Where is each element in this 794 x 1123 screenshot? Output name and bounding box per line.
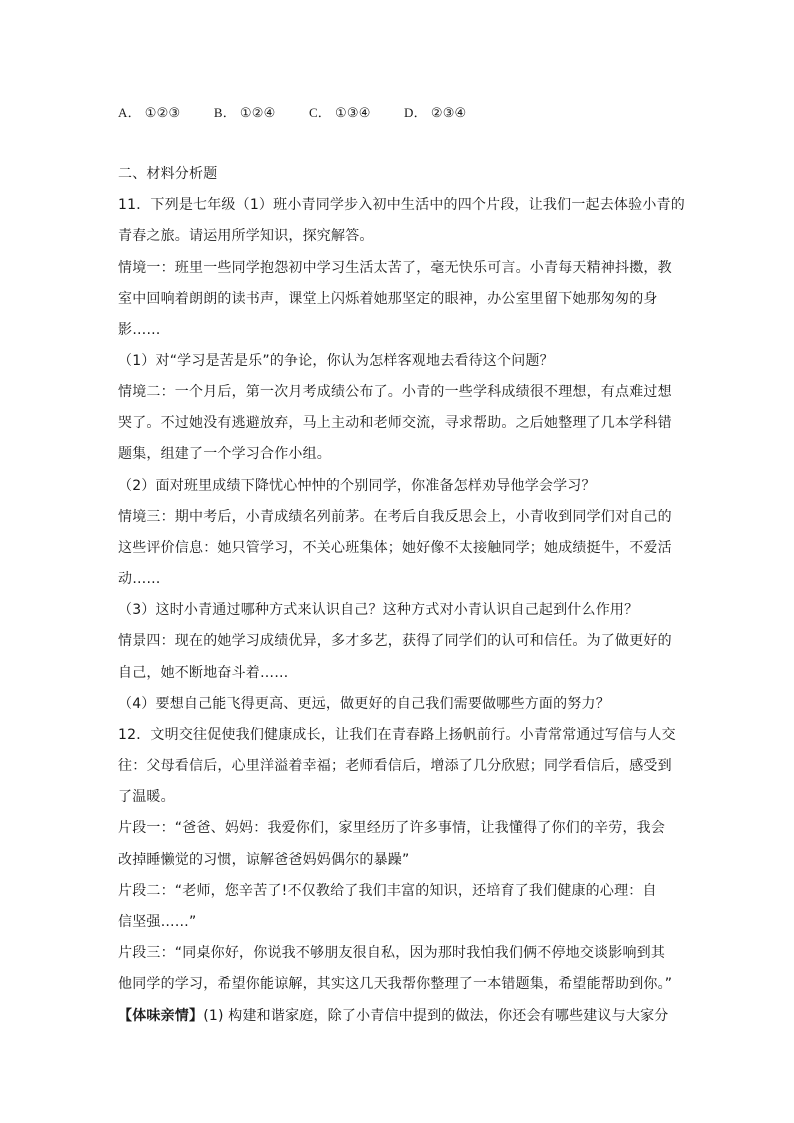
scenario-3-line-2: 这些评价信息：她只管学习，不关心班集体；她好像不太接触同学；她成绩挺牛，不爱活 [118,540,672,556]
option-b: B． ①②④ [213,105,276,120]
scenario-3-line-1: 情境三：期中考后，小青成绩名列前茅。在考后自我反思会上，小青收到同学们对自己的 [118,509,672,525]
sub-question-2: （2）面对班里成绩下降忧心忡忡的个别同学，你准备怎样劝导他学会学习？ [118,478,596,494]
question-12-line-1: 12．文明交往促使我们健康成长，让我们在青春路上扬帆前行。小青常常通过写信与人交 [118,727,676,743]
question-11-line-1: 11．下列是七年级（1）班小青同学步入初中生活中的四个片段，让我们一起去体验小青的 [118,197,685,213]
family-question-line [118,1006,668,1026]
family-question-text: (1) 构建和谐家庭，除了小青信中提到的做法，你还会有哪些建议与大家分 [203,1008,669,1024]
scenario-1-line-3: 影…… [118,322,161,338]
scenario-1-line-1: 情境一：班里一些同学抱怨初中学习生活太苦了，毫无快乐可言。小青每天精神抖擞，教 [118,260,672,276]
fragment-3-line-1: 片段三：“同桌你好，你说我不够朋友很自私，因为那时我怕我们俩不停地交谈影响到其 [118,945,666,961]
scenario-2-line-2: 哭了。不过她没有逃避放弃，马上主动和老师交流，寻求帮助。之后她整理了几本学科错 [118,415,672,431]
fragment-2-line-1: 片段二：“老师，您辛苦了!不仅教给了我们丰富的知识，还培育了我们健康的心理：自 [118,883,657,899]
scenario-2-line-3: 题集，组建了一个学习合作小组。 [118,446,331,462]
sub-question-3: （3）这时小青通过哪种方式来认识自己？这种方式对小青认识自己起到什么作用？ [118,602,639,618]
scenario-4-line-2: 自己，她不断地奋斗着…… [118,665,289,681]
answer-options [118,103,466,123]
fragment-2-line-2: 信坚强……” [118,914,197,930]
question-12-line-3: 了温暖。 [118,789,175,805]
fragment-1-line-2: 改掉睡懒觉的习惯，谅解爸爸妈妈偶尔的暴躁” [118,852,410,868]
question-12-line-2: 往：父母看信后，心里洋溢着幸福；老师看信后，增添了几分欣慰；同学看信后，感受到 [118,758,672,774]
fragment-3-line-2: 他同学的学习，希望你能谅解，其实这几天我帮你整理了一本错题集，希望能帮助到你。” [118,976,673,992]
scenario-2-line-1: 情境二：一个月后，第一次月考成绩公布了。小青的一些学科成绩很不理想，有点难过想 [118,384,672,400]
option-c: C． ①③④ [308,105,371,120]
fragment-1-line-1: 片段一：“爸爸、妈妈：我爱你们，家里经历了许多事情，让我懂得了你们的辛劳，我会 [118,820,666,836]
scenario-4-line-1: 情景四：现在的她学习成绩优异，多才多艺，获得了同学们的认可和信任。为了做更好的 [118,633,672,649]
family-question-tag: 【体味亲情】 [118,1008,204,1024]
scenario-1-line-2: 室中回响着朗朗的读书声，课堂上闪烁着她那坚定的眼神，办公室里留下她那匆匆的身 [118,291,658,307]
sub-question-4: （4）要想自己能飞得更高、更远，做更好的自己我们需要做哪些方面的努力？ [118,696,610,712]
option-d: D． ②③④ [404,105,467,120]
section-title: 二、材料分析题 [118,166,218,182]
question-11-line-2: 青春之旅。请运用所学知识，探究解答。 [118,228,374,244]
sub-question-1: （1）对“学习是苦是乐”的争论，你认为怎样客观地去看待这个问题？ [118,353,554,369]
scenario-3-line-3: 动…… [118,571,161,587]
option-a: A． ①②③ [118,105,181,120]
